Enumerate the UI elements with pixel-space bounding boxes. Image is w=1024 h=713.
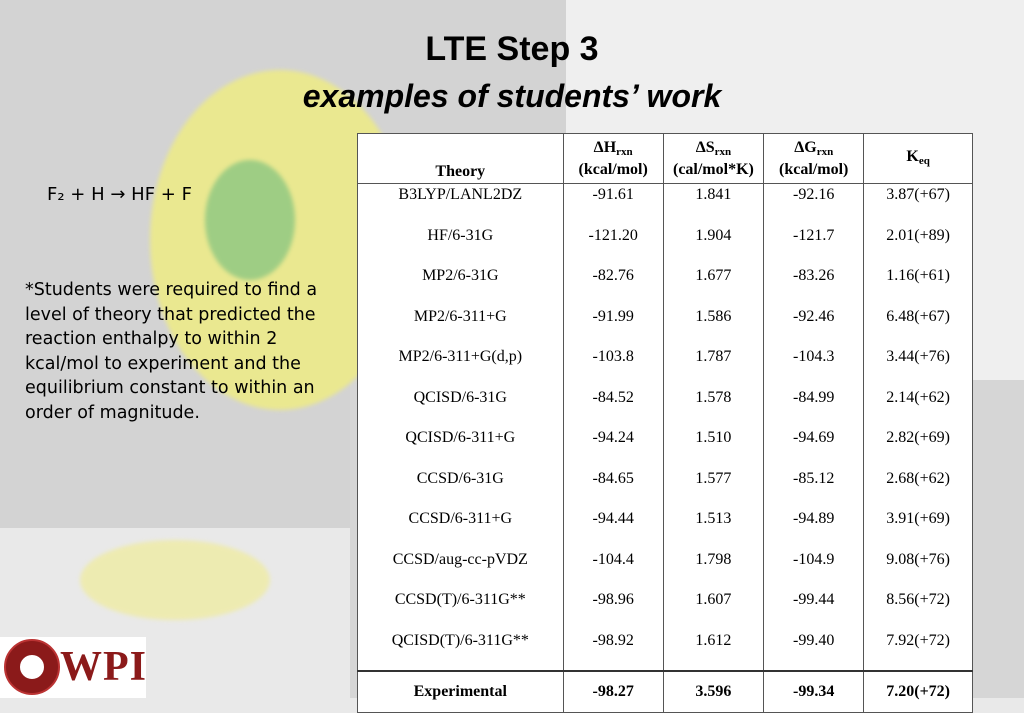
cell-free-energy: -94.69 (764, 427, 864, 468)
cell-keq: 1.16(+61) (864, 265, 973, 306)
molecule-image-green (205, 160, 295, 280)
cell-free-energy: -99.34 (764, 671, 864, 713)
header-equilibrium-constant: $K_{eq}$ (864, 134, 973, 184)
experimental-row (358, 671, 973, 713)
table-row (358, 306, 973, 347)
cell-free-energy: -84.99 (764, 387, 864, 428)
cell-keq: 2.82(+69) (864, 427, 973, 468)
cell-theory: HF/6-31G (358, 225, 564, 266)
wpi-logo-text: WPI (60, 644, 147, 690)
cell-theory: QCISD(T)/6-311G** (358, 630, 564, 672)
cell-keq: 3.44(+76) (864, 346, 973, 387)
cell-keq: 2.14(+62) (864, 387, 973, 428)
cell-entropy: 1.904 (663, 225, 763, 266)
header-theory: Theory (358, 134, 564, 184)
cell-enthalpy: -84.65 (563, 468, 663, 509)
university-seal-icon (4, 639, 60, 695)
cell-enthalpy: -91.99 (563, 306, 663, 347)
cell-entropy: 1.841 (663, 184, 763, 225)
cell-free-energy: -104.9 (764, 549, 864, 590)
table-row (358, 549, 973, 590)
table-header-row (358, 134, 973, 184)
cell-enthalpy: -103.8 (563, 346, 663, 387)
slide-subtitle: examples of students’ work (302, 78, 722, 114)
header-free-energy: $\Delta G_{rxn}$ (kcal/mol) (764, 134, 864, 184)
header-entropy: $\Delta S_{rxn}$ (cal/mol*K) (663, 134, 763, 184)
cell-theory: Experimental (358, 671, 564, 713)
cell-keq: 6.48(+67) (864, 306, 973, 347)
assignment-note: *Students were required to find a level of theory that predicted the reaction enthalpy to within 2 kcal/mol to experiment and the equilibrium constant to within an order of magnitude. (25, 280, 318, 423)
cell-entropy: 1.607 (663, 589, 763, 630)
cell-enthalpy: -94.44 (563, 508, 663, 549)
cell-enthalpy: -121.20 (563, 225, 663, 266)
cell-free-energy: -85.12 (764, 468, 864, 509)
slide-title: LTE Step 3 (425, 30, 599, 68)
results-table (357, 133, 973, 713)
cell-enthalpy: -82.76 (563, 265, 663, 306)
cell-free-energy: -83.26 (764, 265, 864, 306)
header-enthalpy: $\Delta H_{rxn}$ (kcal/mol) (563, 134, 663, 184)
cell-theory: QCISD/6-31G (358, 387, 564, 428)
cell-free-energy: -104.3 (764, 346, 864, 387)
cell-enthalpy: -94.24 (563, 427, 663, 468)
cell-keq: 3.87(+67) (864, 184, 973, 225)
table-row (358, 265, 973, 306)
cell-entropy: 1.513 (663, 508, 763, 549)
cell-free-energy: -99.40 (764, 630, 864, 672)
cell-keq: 9.08(+76) (864, 549, 973, 590)
cell-enthalpy: -91.61 (563, 184, 663, 225)
cell-theory: CCSD/aug-cc-pVDZ (358, 549, 564, 590)
cell-theory: QCISD/6-311+G (358, 427, 564, 468)
cell-theory: CCSD(T)/6-311G** (358, 589, 564, 630)
cell-entropy: 1.586 (663, 306, 763, 347)
cell-keq: 2.68(+62) (864, 468, 973, 509)
table-row (358, 508, 973, 549)
cell-keq: 7.92(+72) (864, 630, 973, 672)
cell-entropy: 1.577 (663, 468, 763, 509)
cell-keq: 7.20(+72) (864, 671, 973, 713)
cell-enthalpy: -98.96 (563, 589, 663, 630)
cell-theory: B3LYP/LANL2DZ (358, 184, 564, 225)
table-row (358, 346, 973, 387)
cell-theory: CCSD/6-311+G (358, 508, 564, 549)
table-row (358, 427, 973, 468)
table-row (358, 468, 973, 509)
cell-entropy: 1.787 (663, 346, 763, 387)
table-row (358, 225, 973, 266)
cell-free-energy: -94.89 (764, 508, 864, 549)
cell-entropy: 1.677 (663, 265, 763, 306)
wpi-logo (0, 637, 146, 698)
cell-enthalpy: -104.4 (563, 549, 663, 590)
cell-enthalpy: -98.92 (563, 630, 663, 672)
cell-entropy: 1.510 (663, 427, 763, 468)
molecule-image-small (80, 540, 270, 620)
cell-free-energy: -99.44 (764, 589, 864, 630)
cell-entropy: 3.596 (663, 671, 763, 713)
cell-enthalpy: -98.27 (563, 671, 663, 713)
table-row (358, 184, 973, 225)
cell-free-energy: -92.16 (764, 184, 864, 225)
cell-entropy: 1.578 (663, 387, 763, 428)
cell-free-energy: -92.46 (764, 306, 864, 347)
cell-theory: MP2/6-311+G (358, 306, 564, 347)
table-row (358, 630, 973, 672)
table-row (358, 589, 973, 630)
cell-keq: 8.56(+72) (864, 589, 973, 630)
cell-free-energy: -121.7 (764, 225, 864, 266)
reaction-equation: F₂ + H → HF + F (47, 184, 192, 205)
cell-theory: MP2/6-31G (358, 265, 564, 306)
table-row (358, 387, 973, 428)
cell-entropy: 1.798 (663, 549, 763, 590)
cell-theory: CCSD/6-31G (358, 468, 564, 509)
cell-keq: 3.91(+69) (864, 508, 973, 549)
cell-keq: 2.01(+89) (864, 225, 973, 266)
cell-entropy: 1.612 (663, 630, 763, 672)
cell-theory: MP2/6-311+G(d,p) (358, 346, 564, 387)
cell-enthalpy: -84.52 (563, 387, 663, 428)
